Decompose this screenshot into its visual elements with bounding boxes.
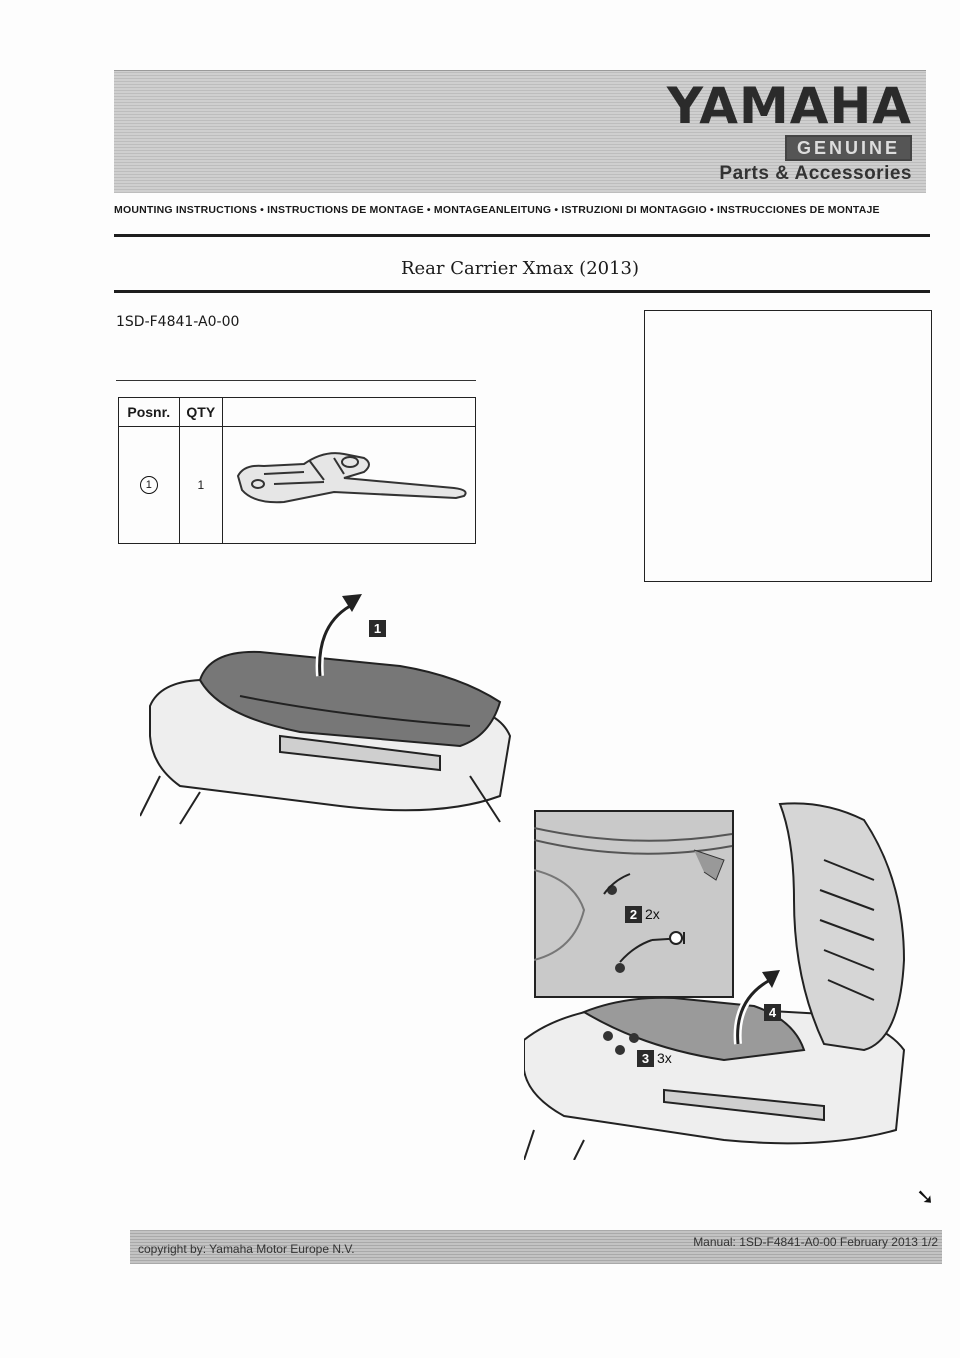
footer-band xyxy=(130,1230,942,1264)
divider xyxy=(116,380,476,381)
genuine-label: GENUINE xyxy=(785,135,912,161)
parts-table xyxy=(118,397,476,544)
yamaha-logo xyxy=(666,77,912,185)
parts-accessories-label: Parts & Accessories xyxy=(719,163,912,184)
header-rule xyxy=(114,234,930,237)
step-4-badge: 4 xyxy=(764,1004,781,1021)
instructions-languages: MOUNTING INSTRUCTIONS • INSTRUCTIONS DE MONTAGE • MONTAGEANLEITUNG • ISTRUZIONI DI MONTAGGIO • INSTRUCCIONES DE MONTAJE xyxy=(114,204,880,216)
step-1-illustration xyxy=(140,586,530,826)
header-image xyxy=(223,398,476,427)
title-rule xyxy=(114,290,930,293)
step-2-badge: 2 xyxy=(625,906,642,923)
manual-reference: Manual: 1SD-F4841-A0-00 February 2013 1/2 xyxy=(693,1235,938,1249)
header-qty: QTY xyxy=(179,398,222,427)
notes-box xyxy=(644,310,932,582)
step-2-quantity: 2x xyxy=(645,906,660,922)
brand-name: YAMAHA xyxy=(666,77,912,135)
table-row xyxy=(119,427,476,544)
qty-cell: 1 xyxy=(179,427,222,544)
part-number: 1SD-F4841-A0-00 xyxy=(116,314,240,330)
steps-3-4-illustration xyxy=(524,800,918,1160)
header-band xyxy=(114,70,926,193)
copyright-text: copyright by: Yamaha Motor Europe N.V. xyxy=(138,1242,355,1256)
step-3-badge: 3 xyxy=(637,1050,654,1067)
rear-carrier-part-image xyxy=(223,427,476,544)
posnr-cell: 1 xyxy=(119,427,180,544)
rear-carrier-icon xyxy=(224,444,474,524)
document-title: Rear Carrier Xmax (2013) xyxy=(400,258,640,279)
step-3-quantity: 3x xyxy=(657,1050,672,1066)
header-posnr: Posnr. xyxy=(119,398,180,427)
next-page-arrow-icon: ➘ xyxy=(916,1184,935,1209)
step-1-badge: 1 xyxy=(369,620,386,637)
